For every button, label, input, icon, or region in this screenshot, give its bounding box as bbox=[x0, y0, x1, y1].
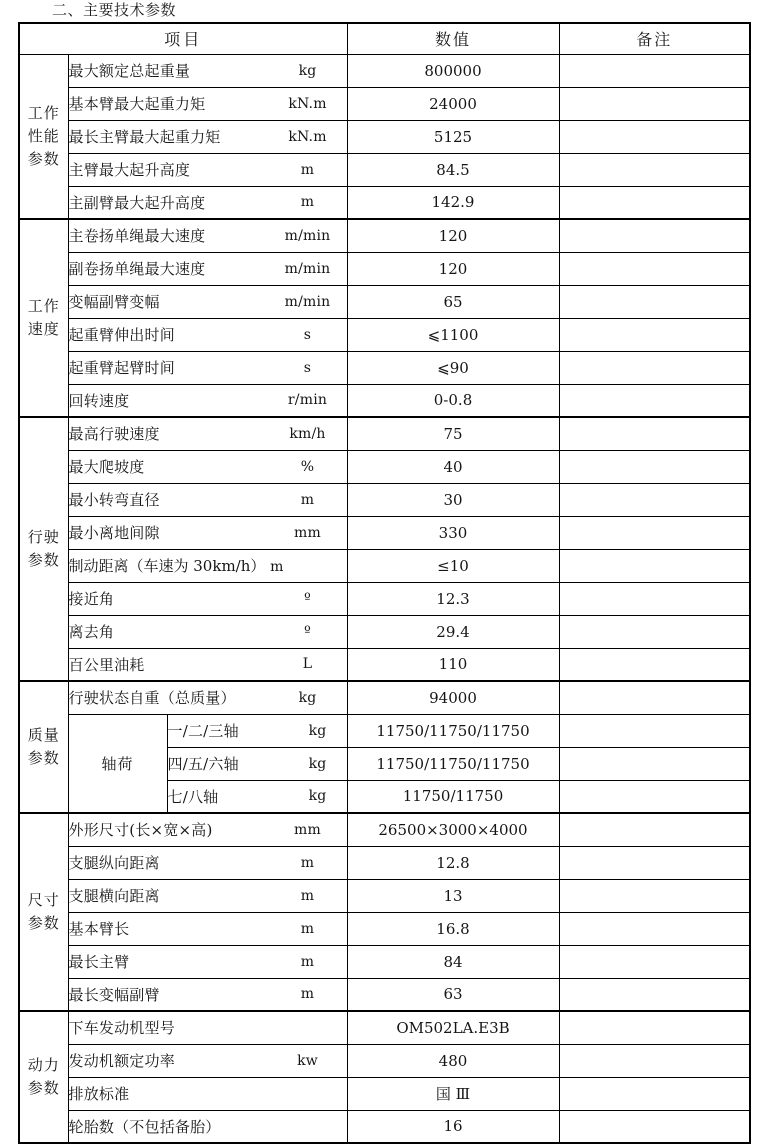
row-item-unit: kg bbox=[308, 788, 327, 805]
row-item-label bbox=[68, 879, 347, 912]
table-row bbox=[19, 351, 750, 384]
row-value: 5125 bbox=[347, 120, 559, 153]
row-item-label bbox=[68, 681, 347, 714]
row-item-unit: kN.m bbox=[288, 128, 327, 145]
row-value: 110 bbox=[347, 648, 559, 681]
row-note bbox=[559, 846, 750, 879]
row-note bbox=[559, 285, 750, 318]
technical-specifications-table bbox=[18, 22, 751, 1144]
table-row bbox=[19, 252, 750, 285]
column-header-value: 数值 bbox=[347, 23, 559, 54]
row-note bbox=[559, 153, 750, 186]
row-item-label bbox=[68, 813, 347, 846]
table-row bbox=[19, 384, 750, 417]
row-note bbox=[559, 1077, 750, 1110]
row-value: OM502LA.E3B bbox=[347, 1011, 559, 1044]
row-item-label bbox=[68, 285, 347, 318]
row-item-label bbox=[68, 615, 347, 648]
row-note bbox=[559, 648, 750, 681]
row-item-unit: m bbox=[300, 194, 315, 211]
table-row bbox=[19, 846, 750, 879]
row-item-text: 主副臂最大起升高度 bbox=[68, 193, 206, 212]
row-item-label bbox=[68, 912, 347, 945]
row-value: 120 bbox=[347, 219, 559, 252]
column-header-note: 备注 bbox=[559, 23, 750, 54]
row-item-text: 最大爬坡度 bbox=[68, 458, 145, 476]
row-value: 12.8 bbox=[347, 846, 559, 879]
row-note bbox=[559, 813, 750, 846]
table-row bbox=[19, 714, 750, 747]
table-row bbox=[19, 285, 750, 318]
table-row bbox=[19, 1110, 750, 1143]
row-item-label bbox=[167, 714, 347, 747]
row-value: 94000 bbox=[347, 681, 559, 714]
table-row bbox=[19, 153, 750, 186]
row-item-text: 最小转弯直径 bbox=[68, 491, 160, 509]
row-item-label bbox=[68, 153, 347, 186]
row-item-text: 最长变幅副臂 bbox=[68, 985, 160, 1004]
row-note bbox=[559, 681, 750, 714]
page-title: 二、主要技术参数 bbox=[52, 1, 177, 19]
row-value: 63 bbox=[347, 978, 559, 1011]
row-item-label bbox=[68, 1077, 347, 1110]
table-row bbox=[19, 120, 750, 153]
row-value: ⩽90 bbox=[347, 351, 559, 384]
row-item-text: 变幅副臂变幅 bbox=[68, 293, 160, 311]
row-item-label bbox=[167, 780, 347, 813]
row-item-text: 七/八轴 bbox=[167, 787, 219, 806]
row-item-unit: kg bbox=[308, 722, 327, 739]
row-value: ≤10 bbox=[347, 549, 559, 582]
row-item-text: 副卷扬单绳最大速度 bbox=[68, 260, 206, 278]
row-item-text: 四/五/六轴 bbox=[167, 755, 239, 773]
row-item-unit: kw bbox=[297, 1052, 318, 1069]
row-value: 29.4 bbox=[347, 615, 559, 648]
row-item-unit: L bbox=[302, 656, 313, 673]
row-note bbox=[559, 483, 750, 516]
row-item-unit: m/min bbox=[284, 260, 331, 277]
row-value: 16.8 bbox=[347, 912, 559, 945]
row-item-text: 最长主臂最大起重力矩 bbox=[68, 128, 221, 146]
row-item-unit: s bbox=[303, 326, 312, 343]
row-value: 40 bbox=[347, 450, 559, 483]
subgroup-label-3: 轴荷 bbox=[68, 714, 167, 813]
table-row bbox=[19, 450, 750, 483]
row-item-unit: kg bbox=[298, 62, 317, 79]
row-value: 800000 bbox=[347, 54, 559, 87]
row-item-unit: m bbox=[300, 854, 315, 871]
row-item-unit: m bbox=[300, 953, 315, 970]
row-note bbox=[559, 912, 750, 945]
row-note bbox=[559, 1044, 750, 1077]
row-item-text: 下车发动机型号 bbox=[68, 1019, 175, 1038]
table-row bbox=[19, 813, 750, 846]
row-note bbox=[559, 417, 750, 450]
row-item-text: 基本臂最大起重力矩 bbox=[68, 95, 206, 113]
row-value: 24000 bbox=[347, 87, 559, 120]
row-note bbox=[559, 219, 750, 252]
row-item-text: 最长主臂 bbox=[68, 953, 130, 971]
table-row bbox=[19, 54, 750, 87]
row-item-label bbox=[68, 87, 347, 120]
row-item-unit: m bbox=[300, 986, 315, 1003]
row-note bbox=[559, 318, 750, 351]
row-item-label bbox=[68, 549, 347, 582]
row-item-unit: mm bbox=[294, 821, 321, 838]
table-row bbox=[19, 945, 750, 978]
row-value: 65 bbox=[347, 285, 559, 318]
row-item-text: 离去角 bbox=[68, 623, 115, 641]
row-note bbox=[559, 615, 750, 648]
row-note bbox=[559, 1011, 750, 1044]
row-note bbox=[559, 549, 750, 582]
row-item-unit: m bbox=[300, 491, 315, 508]
row-value: 75 bbox=[347, 417, 559, 450]
row-item-text: 回转速度 bbox=[68, 391, 130, 410]
row-item-text: 最高行驶速度 bbox=[68, 425, 160, 444]
row-item-label bbox=[68, 351, 347, 384]
table-row bbox=[19, 549, 750, 582]
row-note bbox=[559, 351, 750, 384]
row-item-label bbox=[68, 186, 347, 219]
table-row bbox=[19, 483, 750, 516]
row-item-label bbox=[68, 582, 347, 615]
row-note bbox=[559, 780, 750, 813]
row-item-label bbox=[68, 120, 347, 153]
row-value: 84 bbox=[347, 945, 559, 978]
table-row bbox=[19, 219, 750, 252]
row-item-text: 排放标准 bbox=[68, 1085, 130, 1103]
row-item-label bbox=[68, 1110, 347, 1143]
row-item-label bbox=[68, 318, 347, 351]
row-item-text: 接近角 bbox=[68, 590, 115, 608]
row-value: 480 bbox=[347, 1044, 559, 1077]
column-header-item: 项目 bbox=[19, 23, 347, 54]
category-label-2: 行驶参数 bbox=[19, 417, 68, 681]
table-row bbox=[19, 648, 750, 681]
row-note bbox=[559, 120, 750, 153]
row-item-text: 轮胎数（不包括备胎） bbox=[68, 1117, 221, 1136]
row-note bbox=[559, 87, 750, 120]
row-note bbox=[559, 186, 750, 219]
row-item-unit: kg bbox=[298, 689, 317, 706]
row-item-text: 支腿纵向距离 bbox=[68, 854, 160, 872]
table-row bbox=[19, 681, 750, 714]
row-note bbox=[559, 582, 750, 615]
row-value: 12.3 bbox=[347, 582, 559, 615]
row-item-text: 起重臂起臂时间 bbox=[68, 359, 175, 377]
category-label-4: 尺寸参数 bbox=[19, 813, 68, 1011]
row-note bbox=[559, 516, 750, 549]
row-item-unit: s bbox=[303, 359, 312, 376]
category-label-0: 工作性能参数 bbox=[19, 54, 68, 219]
row-item-unit: % bbox=[300, 458, 315, 475]
table-header-row bbox=[19, 23, 750, 54]
table-row bbox=[19, 1044, 750, 1077]
row-value: 84.5 bbox=[347, 153, 559, 186]
row-item-text: 最小离地间隙 bbox=[68, 524, 160, 542]
table-row bbox=[19, 318, 750, 351]
row-item-label bbox=[68, 1044, 347, 1077]
row-item-label bbox=[68, 252, 347, 285]
row-item-label bbox=[68, 54, 347, 87]
row-item-unit: m/min bbox=[284, 227, 331, 244]
row-value: 120 bbox=[347, 252, 559, 285]
category-label-5: 动力参数 bbox=[19, 1011, 68, 1143]
row-value: 16 bbox=[347, 1110, 559, 1143]
row-item-label bbox=[68, 384, 347, 417]
row-item-label bbox=[68, 417, 347, 450]
row-item-text: 基本臂长 bbox=[68, 920, 130, 938]
row-value: 11750/11750 bbox=[347, 780, 559, 813]
row-item-unit: m bbox=[270, 559, 284, 575]
row-item-unit: m bbox=[300, 920, 315, 937]
table-row bbox=[19, 912, 750, 945]
row-note bbox=[559, 978, 750, 1011]
row-item-unit: r/min bbox=[287, 392, 328, 409]
row-item-label bbox=[167, 747, 347, 780]
table-row bbox=[19, 1077, 750, 1110]
row-item-unit: mm bbox=[294, 524, 321, 541]
table-row bbox=[19, 879, 750, 912]
row-note bbox=[559, 252, 750, 285]
row-value: ⩽1100 bbox=[347, 318, 559, 351]
row-item-text: 外形尺寸(长×宽×高) bbox=[68, 821, 213, 840]
row-item-label bbox=[68, 846, 347, 879]
row-item-text: 百公里油耗 bbox=[68, 655, 145, 674]
row-item-text: 支腿横向距离 bbox=[68, 887, 160, 905]
table-row bbox=[19, 417, 750, 450]
table-row bbox=[19, 186, 750, 219]
table-row bbox=[19, 582, 750, 615]
row-item-unit: º bbox=[304, 590, 311, 607]
category-label-3: 质量参数 bbox=[19, 681, 68, 813]
row-value: 国 Ⅲ bbox=[347, 1077, 559, 1110]
row-value: 142.9 bbox=[347, 186, 559, 219]
row-note bbox=[559, 384, 750, 417]
category-label-1: 工作速度 bbox=[19, 219, 68, 417]
table-row bbox=[19, 978, 750, 1011]
row-item-unit: kN.m bbox=[288, 95, 327, 112]
row-item-label bbox=[68, 219, 347, 252]
row-item-unit: m bbox=[300, 887, 315, 904]
row-item-text: 最大额定总起重量 bbox=[68, 62, 191, 80]
row-item-text: 制动距离（车速为 30km/h） bbox=[68, 557, 266, 575]
row-note bbox=[559, 450, 750, 483]
row-value: 13 bbox=[347, 879, 559, 912]
row-value: 11750/11750/11750 bbox=[347, 714, 559, 747]
table-row bbox=[19, 516, 750, 549]
row-item-label bbox=[68, 945, 347, 978]
row-note bbox=[559, 54, 750, 87]
row-item-unit: m bbox=[300, 161, 315, 178]
row-value: 11750/11750/11750 bbox=[347, 747, 559, 780]
row-note bbox=[559, 747, 750, 780]
row-note bbox=[559, 945, 750, 978]
row-item-label bbox=[68, 516, 347, 549]
table-row bbox=[19, 1011, 750, 1044]
row-item-unit: º bbox=[304, 623, 311, 640]
row-value: 30 bbox=[347, 483, 559, 516]
row-item-label bbox=[68, 1011, 347, 1044]
row-item-label bbox=[68, 978, 347, 1011]
row-note bbox=[559, 1110, 750, 1143]
row-value: 330 bbox=[347, 516, 559, 549]
row-item-text: 起重臂伸出时间 bbox=[68, 326, 175, 344]
row-item-label bbox=[68, 648, 347, 681]
row-item-text: 主臂最大起升高度 bbox=[68, 161, 191, 179]
row-item-unit: kg bbox=[308, 755, 327, 772]
table-row bbox=[19, 87, 750, 120]
row-item-label bbox=[68, 450, 347, 483]
row-note bbox=[559, 714, 750, 747]
row-item-unit: m/min bbox=[284, 293, 331, 310]
row-item-text: 主卷扬单绳最大速度 bbox=[68, 227, 206, 246]
row-note bbox=[559, 879, 750, 912]
table-row bbox=[19, 615, 750, 648]
row-item-unit: km/h bbox=[289, 425, 326, 442]
row-value: 0-0.8 bbox=[347, 384, 559, 417]
row-item-text: 发动机额定功率 bbox=[68, 1052, 175, 1070]
row-value: 26500×3000×4000 bbox=[347, 813, 559, 846]
row-item-text: 行驶状态自重（总质量） bbox=[68, 689, 236, 708]
row-item-label bbox=[68, 483, 347, 516]
row-item-text: 一/二/三轴 bbox=[167, 722, 239, 740]
